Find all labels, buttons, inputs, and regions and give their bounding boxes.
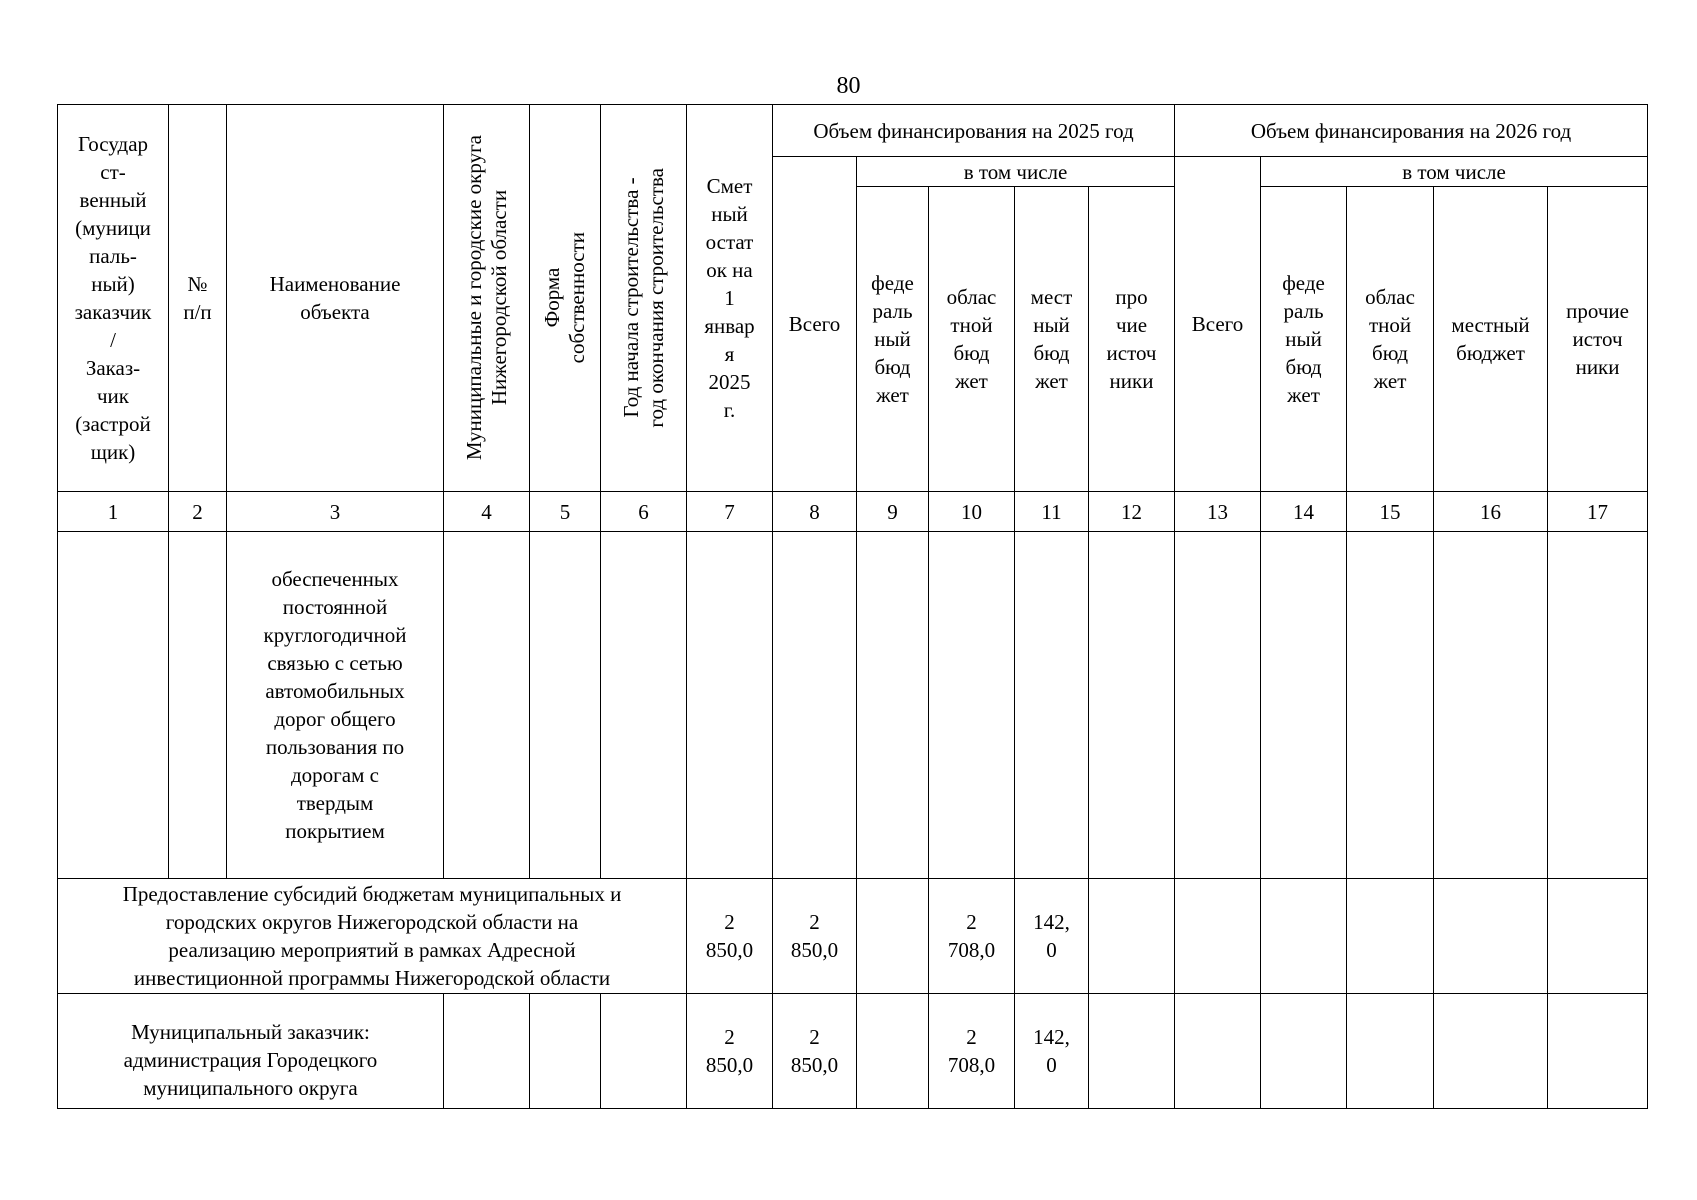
empty-cell — [1347, 879, 1434, 994]
empty-cell — [929, 532, 1015, 879]
customer-estimate: 2 850,0 — [687, 994, 773, 1109]
subsidy-label: Предоставление субсидий бюджетам муниципальных и городских округов Нижегородской области на реализацию мероприятий в рамках Адресной инвестиционной программы Нижегородской области — [58, 879, 687, 994]
empty-cell — [1261, 532, 1347, 879]
header-districts-text: Муниципальные и городские округа Нижегородской области — [461, 135, 511, 461]
empty-cell — [857, 994, 929, 1109]
header-districts — [444, 105, 530, 492]
header-local-2026: местный бюджет — [1434, 187, 1548, 492]
header-regional-2025: облас тной бюд жет — [929, 187, 1015, 492]
empty-cell — [169, 532, 227, 879]
empty-cell — [1261, 879, 1347, 994]
empty-cell — [1015, 532, 1089, 879]
empty-cell — [58, 532, 169, 879]
empty-cell — [1347, 994, 1434, 1109]
object-name-continued: обеспеченных постоянной круглогодичной связью с сетью автомобильных дорог общего пользования по дорогам с твердым покрытием — [227, 532, 444, 879]
column-number: 10 — [929, 492, 1015, 532]
column-number: 3 — [227, 492, 444, 532]
column-number: 8 — [773, 492, 857, 532]
header-object-name: Наименование объекта — [227, 105, 444, 492]
header-local-2025: мест ный бюд жет — [1015, 187, 1089, 492]
column-number: 17 — [1548, 492, 1648, 532]
header-federal-2025: феде раль ный бюд жет — [857, 187, 929, 492]
header-total-2025: Всего — [773, 157, 857, 492]
subsidy-regional-2025: 2 708,0 — [929, 879, 1015, 994]
header-total-2026: Всего — [1175, 157, 1261, 492]
continued-object-row — [58, 532, 1648, 879]
column-number: 16 — [1434, 492, 1548, 532]
header-federal-2026: феде раль ный бюд жет — [1261, 187, 1347, 492]
header-ownership — [530, 105, 601, 492]
column-number: 13 — [1175, 492, 1261, 532]
header-ownership-text: Форма собственности — [540, 232, 589, 364]
empty-cell — [1175, 532, 1261, 879]
header-other-2026: прочие источ ники — [1548, 187, 1648, 492]
empty-cell — [1434, 994, 1548, 1109]
header-other-2025: про чие источ ники — [1089, 187, 1175, 492]
empty-cell — [687, 532, 773, 879]
financing-table — [57, 104, 1648, 1109]
empty-cell — [444, 532, 530, 879]
empty-cell — [1089, 532, 1175, 879]
column-number: 12 — [1089, 492, 1175, 532]
customer-row — [58, 994, 1648, 1109]
header-including-2026: в том числе — [1261, 157, 1648, 187]
header-num: № п/п — [169, 105, 227, 492]
customer-local-2025: 142, 0 — [1015, 994, 1089, 1109]
empty-cell — [1434, 879, 1548, 994]
column-number: 7 — [687, 492, 773, 532]
page-number: 80 — [836, 73, 861, 99]
empty-cell — [601, 532, 687, 879]
empty-cell — [601, 994, 687, 1109]
header-fin-2025: Объем финансирования на 2025 год — [773, 105, 1175, 157]
empty-cell — [444, 994, 530, 1109]
empty-cell — [1089, 994, 1175, 1109]
header-fin-2026: Объем финансирования на 2026 год — [1175, 105, 1648, 157]
empty-cell — [1434, 532, 1548, 879]
header-estimate: Смет ный остат ок на 1 январ я 2025 г. — [687, 105, 773, 492]
column-number: 2 — [169, 492, 227, 532]
column-number: 14 — [1261, 492, 1347, 532]
header-including-2025: в том числе — [857, 157, 1175, 187]
column-number: 1 — [58, 492, 169, 532]
customer-total-2025: 2 850,0 — [773, 994, 857, 1109]
empty-cell — [530, 532, 601, 879]
subsidy-total-2025: 2 850,0 — [773, 879, 857, 994]
column-number-row — [58, 492, 1648, 532]
empty-cell — [1175, 994, 1261, 1109]
subsidy-local-2025: 142, 0 — [1015, 879, 1089, 994]
column-number: 9 — [857, 492, 929, 532]
empty-cell — [773, 532, 857, 879]
empty-cell — [1548, 994, 1648, 1109]
subsidy-estimate: 2 850,0 — [687, 879, 773, 994]
empty-cell — [1089, 879, 1175, 994]
empty-cell — [1548, 879, 1648, 994]
customer-label: Муниципальный заказчик: администрация Городецкого муниципального округа — [58, 994, 444, 1109]
header-years-text: Год начала строительства - год окончания строительства — [618, 168, 668, 428]
column-number: 4 — [444, 492, 530, 532]
header-regional-2026: облас тной бюд жет — [1347, 187, 1434, 492]
column-number: 11 — [1015, 492, 1089, 532]
column-number: 6 — [601, 492, 687, 532]
empty-cell — [1261, 994, 1347, 1109]
header-customer: Государ ст- венный (муници паль- ный) заказчик / Заказ- чик (застрой щик) — [58, 105, 169, 492]
customer-regional-2025: 2 708,0 — [929, 994, 1015, 1109]
empty-cell — [1548, 532, 1648, 879]
empty-cell — [857, 532, 929, 879]
column-number: 15 — [1347, 492, 1434, 532]
empty-cell — [1347, 532, 1434, 879]
header-years — [601, 105, 687, 492]
empty-cell — [530, 994, 601, 1109]
empty-cell — [1175, 879, 1261, 994]
subsidy-row — [58, 879, 1648, 994]
empty-cell — [857, 879, 929, 994]
column-number: 5 — [530, 492, 601, 532]
